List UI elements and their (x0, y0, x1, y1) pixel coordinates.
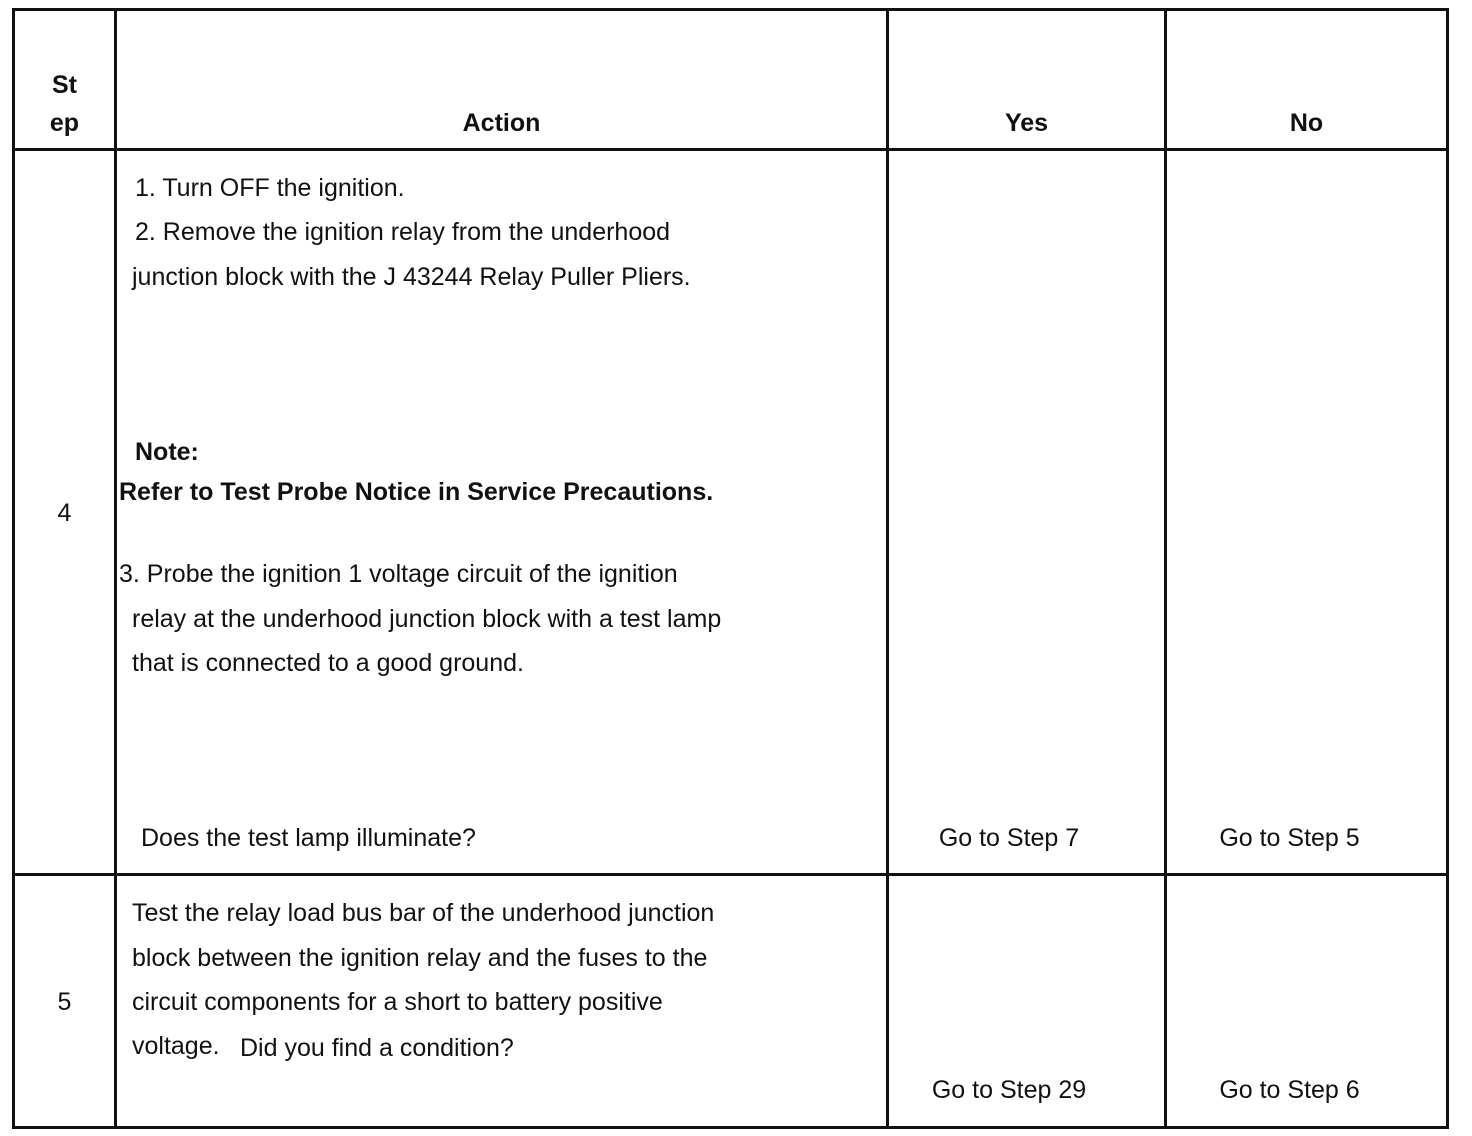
note-text: Refer to Test Probe Notice in Service Precautions. (119, 478, 714, 506)
no-result: Go to Step 5 (1219, 824, 1360, 852)
yes-result: Go to Step 29 (931, 1076, 1087, 1104)
action-line: block between the ignition relay and the fuses to the (132, 944, 708, 972)
header-step-line2: ep (49, 109, 80, 137)
action-question: Did you find a condition? (240, 1034, 514, 1062)
table-border-right (1446, 8, 1449, 1129)
action-line: voltage. (132, 1032, 220, 1060)
header-step-line1: St (52, 71, 77, 99)
yes-result: Go to Step 7 (938, 824, 1080, 852)
action-line: 2. Remove the ignition relay from the underhood (135, 218, 671, 246)
action-line: relay at the underhood junction block with a test lamp (132, 605, 722, 633)
action-line: junction block with the J 43244 Relay Puller Pliers. (132, 263, 691, 291)
row-divider (12, 873, 1449, 876)
action-question: Does the test lamp illuminate? (141, 824, 476, 852)
action-line: 1. Turn OFF the ignition. (135, 174, 405, 202)
action-line: 3. Probe the ignition 1 voltage circuit of the ignition (119, 560, 678, 588)
header-yes: Yes (1004, 109, 1049, 137)
column-divider-action (886, 8, 889, 1129)
step-number: 5 (57, 988, 72, 1016)
no-result: Go to Step 6 (1219, 1076, 1360, 1104)
header-no: No (1289, 109, 1324, 137)
action-line: Test the relay load bus bar of the underhood junction (132, 899, 715, 927)
step-number: 4 (57, 499, 72, 527)
header-divider (12, 148, 1449, 151)
header-action: Action (462, 109, 541, 137)
column-divider-yes (1164, 8, 1167, 1129)
table-border-left (12, 8, 15, 1129)
column-divider-step (114, 8, 117, 1129)
action-line: circuit components for a short to battery positive (132, 988, 663, 1016)
table-border-bottom (12, 1126, 1449, 1129)
table-border-top (12, 8, 1449, 11)
note-title: Note: (135, 438, 199, 466)
action-line: that is connected to a good ground. (132, 649, 524, 677)
